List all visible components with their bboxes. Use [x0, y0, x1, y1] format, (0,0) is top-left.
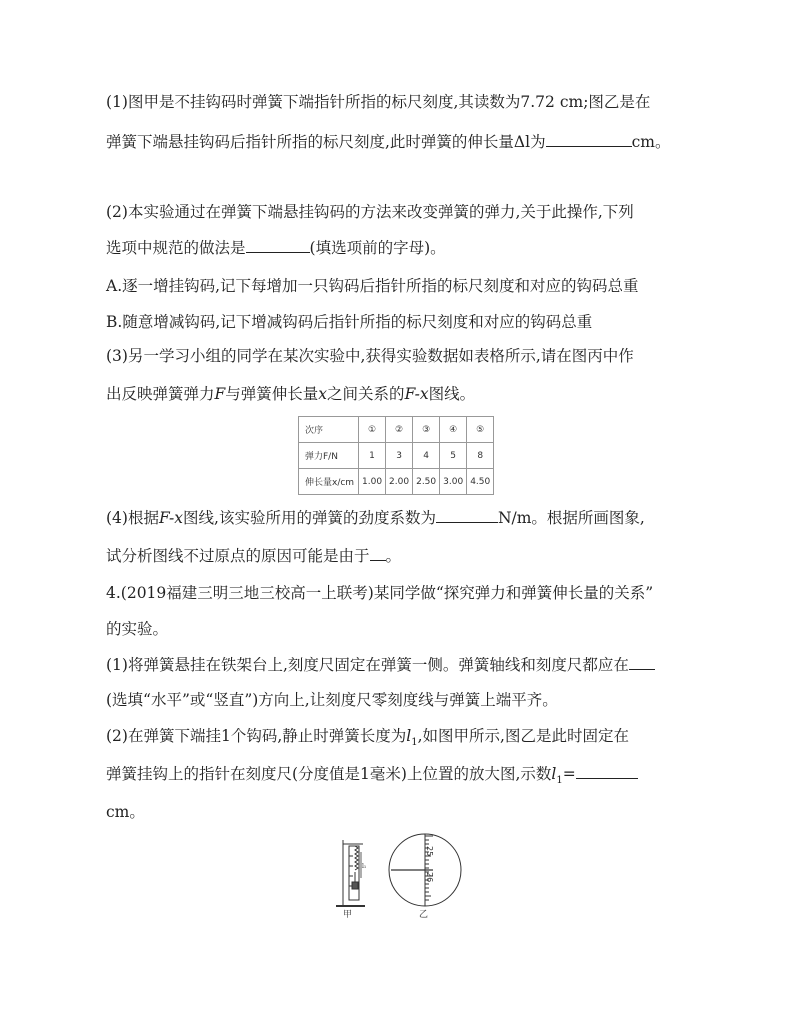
- q3-part1-line2: [106, 132, 670, 152]
- table-header-cell: ①: [359, 417, 386, 443]
- table-cell: 2.50: [413, 469, 440, 495]
- table-cell: 4: [413, 443, 440, 469]
- option-b: B.随意增减钩码,记下增减钩码后指针所指的标尺刻度和对应的钩码总重: [106, 313, 593, 331]
- q4-part2-line1: [106, 726, 629, 753]
- label-yi: 乙: [419, 910, 429, 920]
- q4-part2-line2: [106, 764, 638, 791]
- table-cell: 3: [386, 443, 413, 469]
- table-header-cell: ②: [386, 417, 413, 443]
- table-cell: 5: [440, 443, 467, 469]
- option-a: A.逐一增挂钩码,记下每增加一只钩码后指针所指的标尺刻度和对应的钩码总重: [106, 277, 639, 295]
- q4-part1-text: (1)将弹簧悬挂在铁架台上,刻度尺固定在弹簧一侧。弹簧轴线和刻度尺都应在: [106, 656, 629, 674]
- data-table: [298, 416, 494, 495]
- q4-part1-line2: (选填“水平”或“竖直”)方向上,让刻度尺零刻度线与弹簧上端平齐。: [106, 691, 558, 709]
- var-Fx: F-x: [158, 509, 184, 527]
- q3-part2-text-a: 选项中规范的做法是: [106, 239, 246, 257]
- q4-part2-line3: cm。: [106, 803, 145, 821]
- q3-part2-line2: [106, 238, 446, 258]
- answer-blank[interactable]: [546, 132, 632, 147]
- q4-part1-line1: [106, 655, 655, 675]
- answer-blank[interactable]: [370, 546, 386, 561]
- table-row-label: 伸长量x/cm: [299, 469, 359, 495]
- table-header-cell: 次序: [299, 417, 359, 443]
- table-cell: 3.00: [440, 469, 467, 495]
- q3-part3-text-a: 出反映弹簧弹力: [106, 385, 215, 403]
- q3-part2-line1: (2)本实验通过在弹簧下端悬挂钩码的方法来改变弹簧的弹力,关于此操作,下列: [106, 203, 634, 221]
- answer-blank[interactable]: [576, 764, 638, 779]
- q3-part3-line2: [106, 384, 475, 404]
- table-header-row: [299, 417, 494, 443]
- q3-part2-text-b: (填选项前的字母)。: [309, 239, 446, 257]
- label-jia: 甲: [343, 910, 353, 920]
- var-F: F: [214, 385, 226, 403]
- var-l-subscript: 1: [411, 737, 418, 749]
- tick-label-25: 25: [425, 846, 434, 857]
- var-x: x: [318, 385, 328, 403]
- var-l-subscript: 1: [556, 775, 563, 787]
- table-cell: 2.00: [386, 469, 413, 495]
- table-row-label: 弹力F/N: [299, 443, 359, 469]
- table-header-cell: ⑤: [467, 417, 494, 443]
- unit-text: cm。: [631, 133, 671, 151]
- q3-part3-text-d: 图线。: [428, 385, 476, 403]
- q3-part4-text-e: 。: [385, 547, 402, 565]
- q4-title-line1: 4.(2019福建三明三地三校高一上联考)某同学做“探究弹力和弹簧伸长量的关系”: [106, 584, 654, 602]
- var-l: l: [406, 727, 412, 745]
- q3-part4-text-c: N/m。根据所画图象,: [497, 509, 645, 527]
- weight: [352, 882, 358, 889]
- q3-part4-text-d: 试分析图线不过原点的原因可能是由于: [106, 547, 370, 565]
- table-row-extension: [299, 469, 494, 495]
- answer-blank[interactable]: [629, 655, 655, 670]
- q3-part3-line1: (3)另一学习小组的同学在某次实验中,获得实验数据如表格所示,请在图丙中作: [106, 347, 634, 365]
- var-l: l: [551, 765, 557, 783]
- q4-part2-text-c: 弹簧挂钩上的指针在刻度尺(分度值是1毫米)上位置的放大图,示数: [106, 765, 552, 783]
- q3-part1-text: 弹簧下端悬挂钩码后指针所指的标尺刻度,此时弹簧的伸长量Δl为: [106, 133, 546, 151]
- q3-part4-line1: [106, 508, 645, 528]
- q3-part3-text-b: 与弹簧伸长量: [225, 385, 319, 403]
- ruler-jia: [349, 846, 359, 900]
- q4-part2-text-b: ,如图甲所示,图乙是此时固定在: [417, 727, 629, 745]
- q3-part4-text-a: (4)根据: [106, 509, 159, 527]
- tick-label-26: 26: [425, 872, 434, 883]
- table-row-force: [299, 443, 494, 469]
- table-cell: 1: [359, 443, 386, 469]
- answer-blank[interactable]: [436, 508, 498, 523]
- label-l1: l₁: [362, 863, 367, 870]
- table-cell: 1.00: [359, 469, 386, 495]
- spring: [355, 846, 358, 870]
- table-cell: 8: [467, 443, 494, 469]
- table-header-cell: ④: [440, 417, 467, 443]
- answer-blank[interactable]: [246, 238, 310, 253]
- spring-scale-figure: [333, 826, 463, 920]
- q4-part2-text-a: (2)在弹簧下端挂1个钩码,静止时弹簧长度为: [106, 727, 407, 745]
- q3-part4-line2: [106, 546, 401, 566]
- magnified-view-yi: [389, 834, 461, 906]
- q4-title-line2: 的实验。: [106, 620, 169, 638]
- stand-apparatus-jia: [336, 840, 365, 906]
- equals-sign: =: [562, 765, 576, 783]
- table-header-cell: ③: [413, 417, 440, 443]
- q3-part3-text-c: 之间关系的: [327, 385, 405, 403]
- table-cell: 4.50: [467, 469, 494, 495]
- var-Fx: F-x: [404, 385, 429, 403]
- q3-part1-line1: (1)图甲是不挂钩码时弹簧下端指针所指的标尺刻度,其读数为7.72 cm;图乙是在: [106, 93, 651, 111]
- q3-part4-text-b: 图线,该实验所用的弹簧的劲度系数为: [183, 509, 436, 527]
